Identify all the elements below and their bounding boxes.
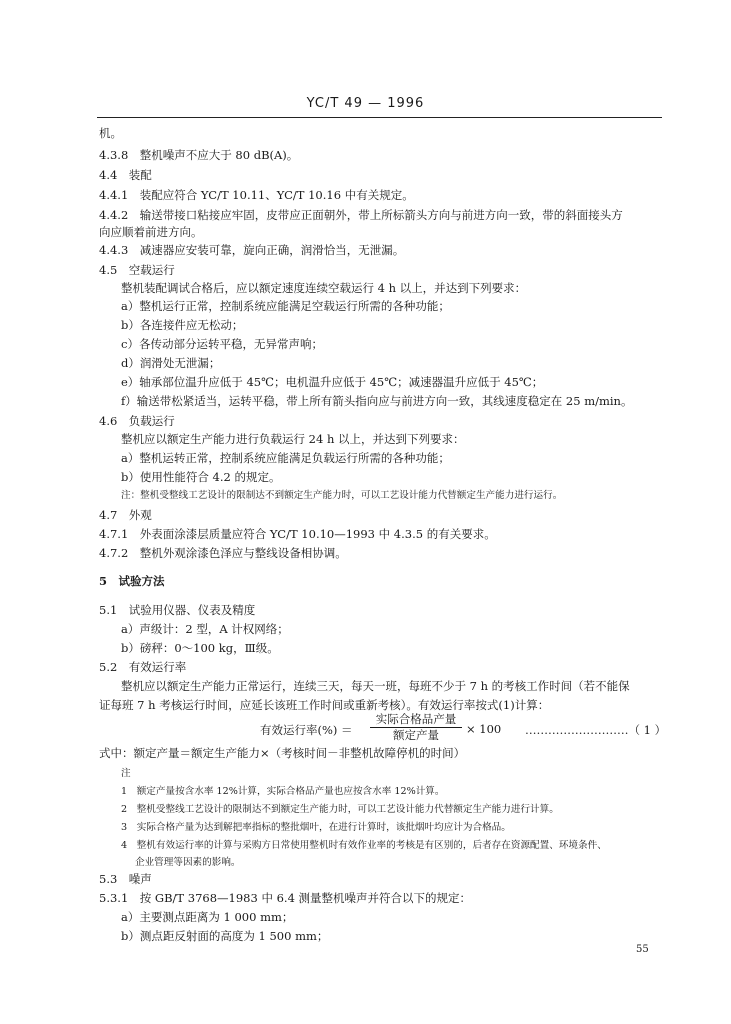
list-item: b）磅秤：0～100 kg，Ⅲ级。 — [121, 641, 279, 655]
list-item: a）主要测点距离为 1 000 mm； — [121, 910, 294, 924]
clause-4-4-3: 4.4.3 减速器应安装可靠，旋向正确，润滑恰当，无泄漏。 — [99, 243, 405, 257]
list-item: b）使用性能符合 4.2 的规定。 — [121, 470, 281, 484]
list-item: a）声级计：2 型，A 计权网络； — [121, 622, 289, 636]
clause-5-3-1: 5.3.1 按 GB/T 3768—1983 中 6.4 测量整机噪声并符合以下的规定： — [99, 891, 472, 905]
text-line: 向应顺着前进方向。 — [99, 225, 203, 239]
clause-4-4-2: 4.4.2 输送带接口粘接应牢固，皮带应正面朝外，带上所标箭头方向与前进方向一致，带的斜面接头方 — [99, 208, 623, 222]
text-line: 整机应以额定生产能力进行负载运行 24 h 以上，并达到下列要求： — [121, 432, 465, 446]
list-item: c）各传动部分运转平稳，无异常声响； — [121, 337, 323, 351]
page-number: 55 — [636, 944, 649, 955]
note-item: 2 整机受整线工艺设计的限制达不到额定生产能力时，可以工艺设计能力代替额定生产能力进行计算。 — [121, 804, 559, 815]
formula-number: ………………………（ 1 ） — [525, 723, 667, 737]
clause-4-7-2: 4.7.2 整机外观涂漆色泽应与整线设备相协调。 — [99, 546, 347, 560]
note-item: 3 实际合格产量为达到解把率指标的整批烟叶，在进行计算时，该批烟叶均应计为合格品。 — [121, 822, 511, 833]
formula-fraction — [370, 712, 462, 743]
text-line: 整机应以额定生产能力正常运行，连续三天，每天一班，每班不少于 7 h 的考核工作时间（若不能保 — [121, 679, 630, 693]
formula-numerator: 实际合格品产量 — [370, 712, 462, 728]
text-line: 证每班 7 h 考核运行时间，应延长该班工作时间或重新考核）。有效运行率按式(1)计算： — [99, 698, 550, 712]
note: 注：整机受整线工艺设计的限制达不到额定生产能力时，可以工艺设计能力代替额定生产能力进行运行。 — [121, 490, 563, 501]
note-item: 1 额定产量按含水率 12%计算，实际合格品产量也应按含水率 12%计算。 — [121, 786, 445, 797]
list-item: f）输送带松紧适当，运转平稳，带上所有箭头指向应与前进方向一致，其线速度稳定在 25 m/min。 — [121, 394, 633, 408]
heading-4-4: 4.4 装配 — [99, 168, 152, 182]
text-line: 机。 — [99, 126, 122, 140]
note-item: 4 整机有效运行率的计算与采购方日常使用整机时有效作业率的考核是有区别的，后者存在资源配置、环境条件、 — [121, 840, 607, 851]
list-item: a）整机运行正常，控制系统应能满足空载运行所需的各种功能； — [121, 299, 450, 313]
page-header: YC/T 49 — 1996 — [306, 96, 425, 111]
heading-5: 5 试验方法 — [99, 574, 165, 588]
heading-4-6: 4.6 负载运行 — [99, 414, 175, 428]
formula-lhs: 有效运行率(%) ＝ — [260, 723, 353, 737]
clause-4-3-8: 4.3.8 整机噪声不应大于 80 dB(A)。 — [99, 148, 299, 162]
heading-5-1: 5.1 试验用仪器、仪表及精度 — [99, 603, 256, 617]
heading-4-7: 4.7 外观 — [99, 508, 152, 522]
note-item: 企业管理等因素的影响。 — [135, 857, 241, 868]
list-item: b）测点距反射面的高度为 1 500 mm； — [121, 929, 329, 943]
clause-4-7-1: 4.7.1 外表面涂漆层质量应符合 YC/T 10.10—1993 中 4.3.5 的有关要求。 — [99, 527, 496, 541]
formula-rhs: × 100 — [466, 722, 502, 736]
text-line: 整机装配调试合格后，应以额定速度连续空载运行 4 h 以上，并达到下列要求： — [121, 281, 527, 295]
heading-4-5: 4.5 空载运行 — [99, 263, 175, 277]
clause-4-4-1: 4.4.1 装配应符合 YC/T 10.11、YC/T 10.16 中有关规定。 — [99, 188, 414, 202]
list-item: e）轴承部位温升应低于 45℃；电机温升应低于 45℃；减速器温升应低于 45℃； — [121, 375, 544, 389]
notes-label: 注 — [121, 768, 131, 779]
formula-legend: 式中：额定产量＝额定生产能力×（考核时间－非整机故障停机的时间） — [99, 746, 466, 760]
heading-5-3: 5.3 噪声 — [99, 872, 152, 886]
list-item: b）各连接件应无松动； — [121, 318, 244, 332]
list-item: d）润滑处无泄漏； — [121, 356, 221, 370]
formula-denominator: 额定产量 — [393, 728, 439, 742]
list-item: a）整机运转正常，控制系统应能满足负载运行所需的各种功能； — [121, 451, 450, 465]
heading-5-2: 5.2 有效运行率 — [99, 660, 187, 674]
header-rule — [97, 117, 662, 118]
